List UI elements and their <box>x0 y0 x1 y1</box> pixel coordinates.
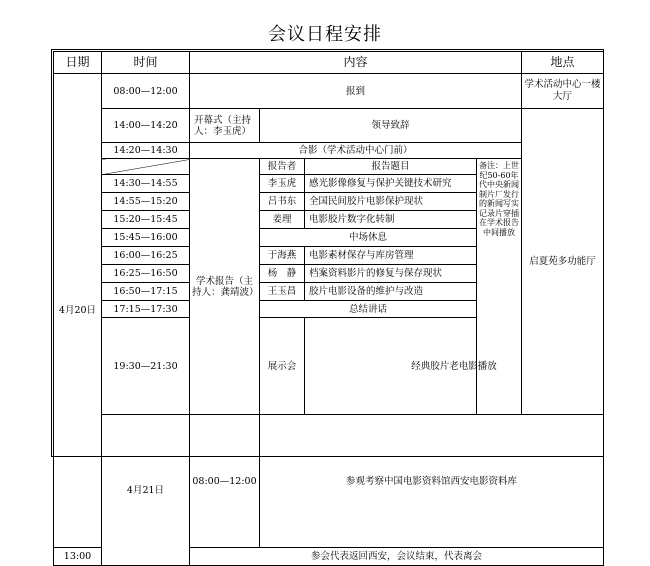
date-cell-day1: 4月20日 <box>54 74 102 548</box>
topic-cell: 感光影像修复与保护关键技术研究 <box>305 175 477 193</box>
reporter-cell: 吕书东 <box>260 193 305 211</box>
page-title: 会议日程安排 <box>268 24 382 45</box>
content-cell: 领导致辞 <box>260 109 522 143</box>
reporter-cell: 李玉虎 <box>260 175 305 193</box>
header-date: 日期 <box>54 52 102 74</box>
time-cell: 19:30—21:30 <box>102 318 190 415</box>
table-row <box>54 318 604 415</box>
header-row <box>54 52 604 74</box>
table-row <box>54 143 604 159</box>
reporter-cell: 姜理 <box>260 211 305 229</box>
table-row <box>54 74 604 109</box>
header-content: 内容 <box>190 52 522 74</box>
time-cell: 14:55—15:20 <box>102 193 190 211</box>
topic-cell: 电影胶片数字化转制 <box>305 211 477 229</box>
time-cell: 08:00—12:00 <box>190 415 260 548</box>
time-cell: 14:20—14:30 <box>102 143 190 159</box>
session-label: 展示会 <box>260 318 305 415</box>
time-cell: 16:00—16:25 <box>102 247 190 265</box>
topic-header: 报告题目 <box>305 159 477 175</box>
place-cell: 学术活动中心一楼大厅 <box>522 74 604 109</box>
report-header-row <box>54 159 604 175</box>
content-cell: 经典胶片老电影播放 <box>305 318 604 415</box>
break-cell: 中场休息 <box>260 229 477 247</box>
table-row <box>54 415 604 548</box>
date-cell-day2: 4月21日 <box>102 415 190 566</box>
time-cell: 15:20—15:45 <box>102 211 190 229</box>
topic-cell: 胶片电影设备的维护与改造 <box>305 283 477 301</box>
table-row <box>54 109 604 143</box>
topic-cell: 全国民间胶片电影保护现状 <box>305 193 477 211</box>
content-cell: 合影（学术活动中心门前） <box>190 143 522 159</box>
header-place: 地点 <box>522 52 604 74</box>
time-cell: 13:00 <box>54 548 102 566</box>
topic-cell: 档案资料影片的修复与保存现状 <box>305 265 477 283</box>
time-cell: 16:25—16:50 <box>102 265 190 283</box>
reporter-cell: 杨 静 <box>260 265 305 283</box>
schedule-table <box>53 51 604 566</box>
session-label: 开幕式（主持人：李玉虎） <box>190 109 260 143</box>
reporter-cell: 王玉昌 <box>260 283 305 301</box>
topic-cell: 电影素材保存与库房管理 <box>305 247 477 265</box>
time-cell: 14:00—14:20 <box>102 109 190 143</box>
content-cell: 参会代表返回西安，会议结束，代表离会 <box>190 548 604 566</box>
header-time: 时间 <box>102 52 190 74</box>
time-cell: 17:15—17:30 <box>102 301 190 318</box>
time-cell: 08:00—12:00 <box>102 74 190 109</box>
time-cell: 15:45—16:00 <box>102 229 190 247</box>
place-cell: 启夏苑多功能厅 <box>522 109 604 415</box>
diagonal-cell <box>102 159 190 175</box>
time-cell: 14:30—14:55 <box>102 175 190 193</box>
reporter-cell: 于海燕 <box>260 247 305 265</box>
reporter-header: 报告者 <box>260 159 305 175</box>
time-cell: 16:50—17:15 <box>102 283 190 301</box>
content-cell: 参观考察中国电影资料馆西安电影资料库 <box>260 415 604 548</box>
content-cell: 报到 <box>190 74 522 109</box>
session-label: 学术报告（主持人：龚靖波） <box>190 159 260 415</box>
break-cell: 总结讲话 <box>260 301 477 318</box>
note-cell: 备注：上世纪50-60年代中央新闻制片厂发行的新闻写实记录片穿插在学术报告中间播放 <box>477 159 522 415</box>
